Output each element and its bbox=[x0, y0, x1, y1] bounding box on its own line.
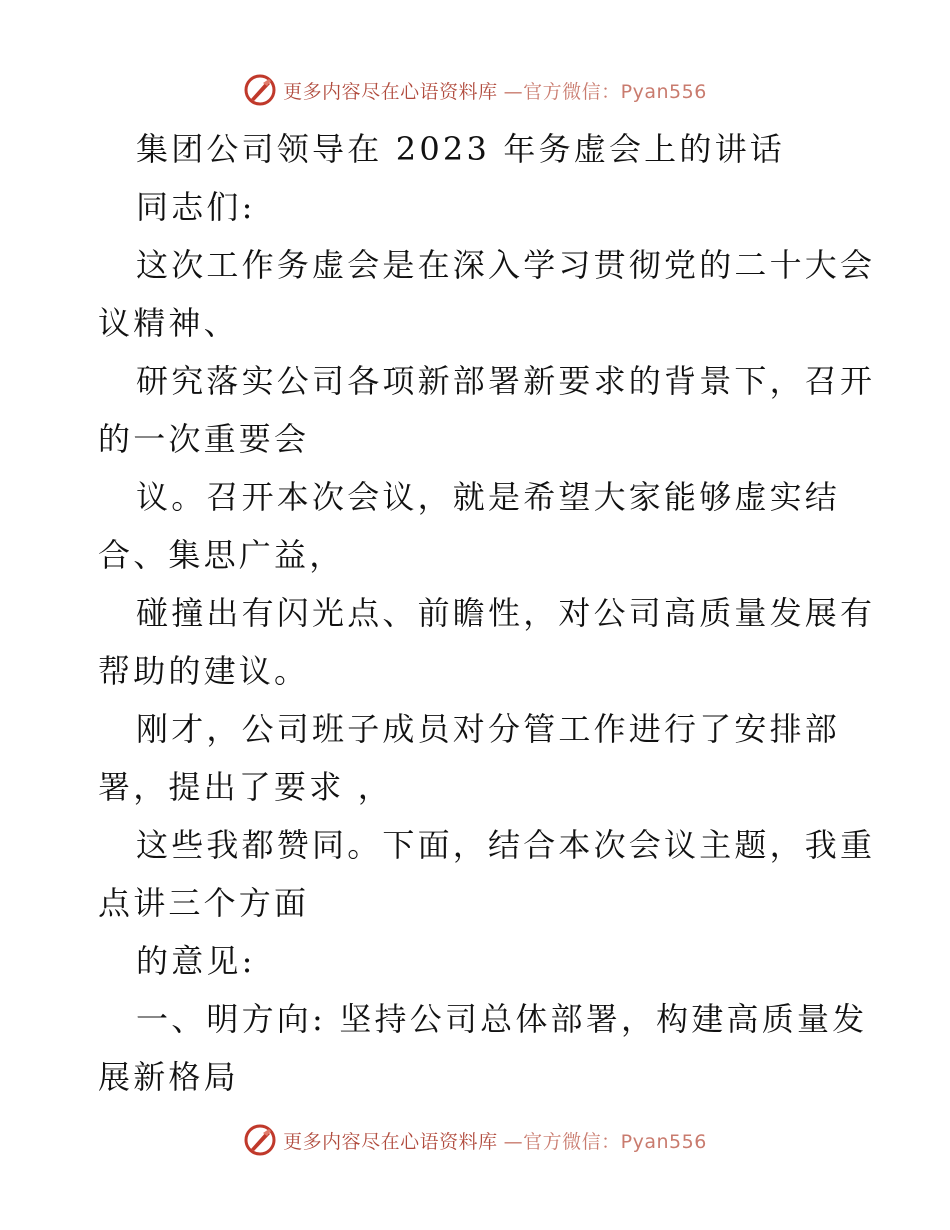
paragraph-line: 的一次重要会 bbox=[98, 420, 310, 458]
paragraph-line: 的意见: bbox=[136, 942, 256, 980]
paragraph-line: 帮助的建议。 bbox=[98, 652, 310, 690]
footer-watermark bbox=[0, 1120, 950, 1160]
paragraph-line: 点讲三个方面 bbox=[98, 884, 310, 922]
paragraph-line: 署，提出了要求 ， bbox=[98, 768, 393, 806]
paragraph-line: 议精神、 bbox=[98, 304, 239, 342]
paragraph-line: 碰撞出有闪光点、前瞻性，对公司高质量发展有 bbox=[136, 594, 876, 632]
quill-logo-icon bbox=[243, 1123, 277, 1157]
watermark-main-text: 更多内容尽在心语资料库 bbox=[283, 1130, 498, 1153]
section-heading: 一、明方向: 坚持公司总体部署，构建高质量发 bbox=[136, 1000, 868, 1038]
header-watermark bbox=[0, 70, 950, 110]
quill-logo-icon bbox=[243, 73, 277, 107]
watermark-group bbox=[243, 1123, 707, 1157]
document-body bbox=[98, 120, 876, 1106]
paragraph-line: 这次工作务虚会是在深入学习贯彻党的二十大会 bbox=[136, 246, 876, 284]
paragraph-line: 研究落实公司各项新部署新要求的背景下，召开 bbox=[136, 362, 876, 400]
paragraph-line: 议。召开本次会议，就是希望大家能够虚实结 bbox=[136, 478, 841, 516]
section-heading-continued: 展新格局 bbox=[98, 1058, 239, 1096]
watermark-sub-text: —官方微信：Pyan556 bbox=[503, 80, 707, 103]
document-title: 集团公司领导在 2023 年务虚会上的讲话 bbox=[136, 130, 785, 168]
paragraph-line: 这些我都赞同。下面，结合本次会议主题，我重 bbox=[136, 826, 876, 864]
paragraph-line: 刚才，公司班子成员对分管工作进行了安排部 bbox=[136, 710, 841, 748]
watermark-main-text: 更多内容尽在心语资料库 bbox=[283, 80, 498, 103]
watermark-group bbox=[243, 73, 707, 107]
watermark-sub-text: —官方微信：Pyan556 bbox=[503, 1130, 707, 1153]
paragraph-line: 合、集思广益， bbox=[98, 536, 345, 574]
salutation: 同志们: bbox=[136, 188, 256, 226]
